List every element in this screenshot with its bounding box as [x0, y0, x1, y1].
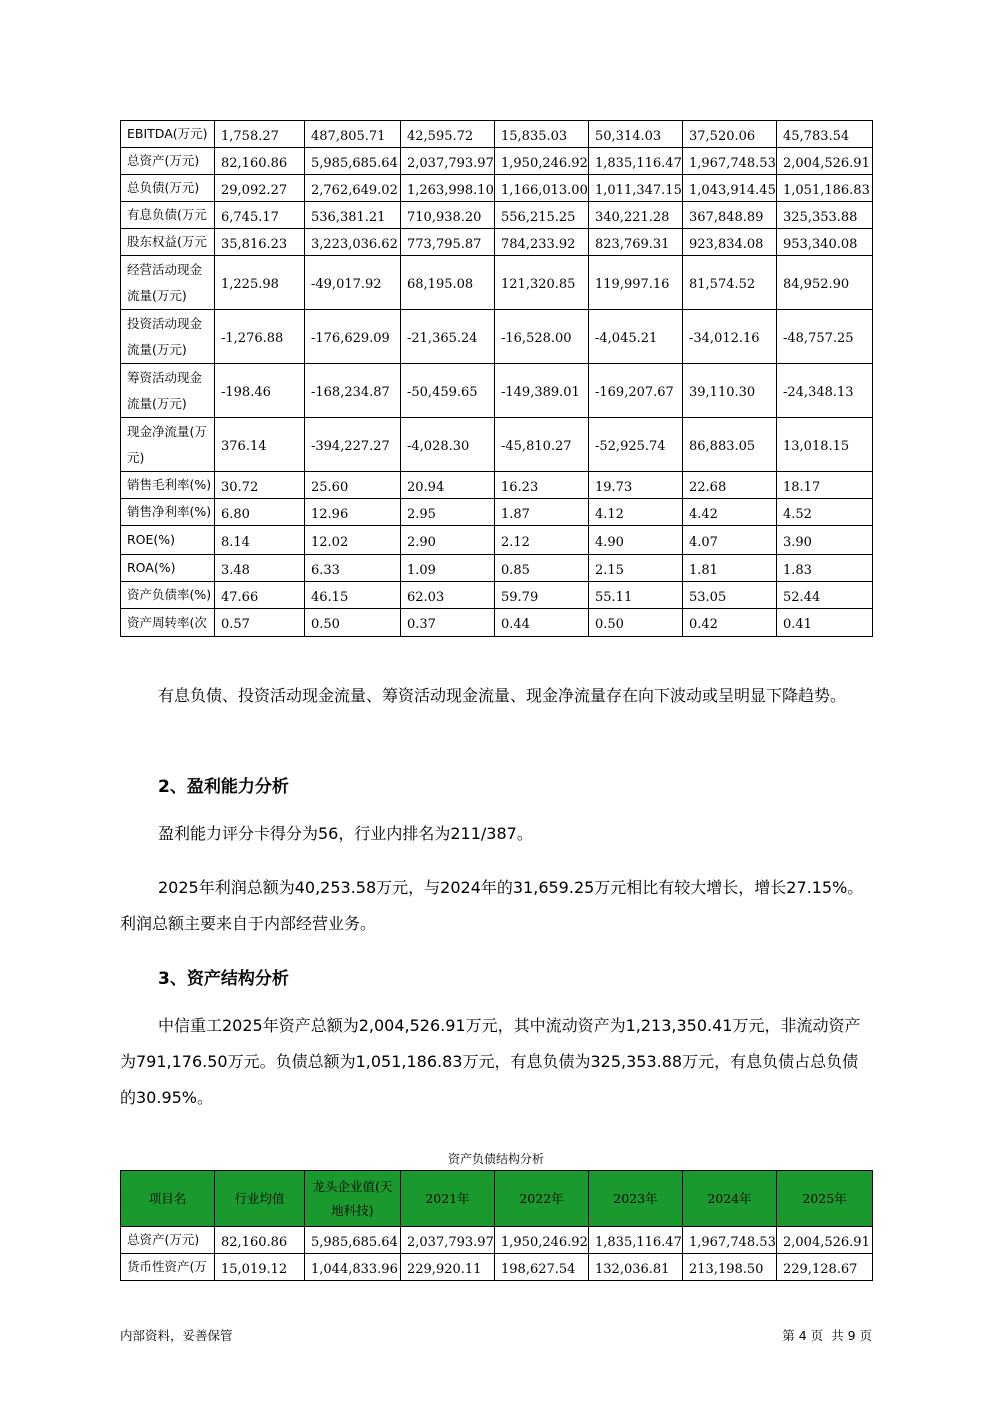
table-cell: 45,783.54 [777, 121, 873, 148]
table-cell: 37,520.06 [683, 121, 777, 148]
table-cell: 0.42 [683, 609, 777, 637]
table-cell: 1.83 [777, 555, 873, 582]
table-cell: 536,381.21 [305, 202, 401, 229]
table-cell: 923,834.08 [683, 229, 777, 256]
table-cell: 18.17 [777, 472, 873, 499]
table-cell: 81,574.52 [683, 256, 777, 310]
table-cell: 132,036.81 [589, 1254, 683, 1281]
table-cell: 86,883.05 [683, 418, 777, 472]
table-row [121, 472, 873, 499]
table-cell: 1,051,186.83 [777, 175, 873, 202]
table-cell: 2.12 [495, 526, 589, 555]
table-cell: -16,528.00 [495, 310, 589, 364]
table-cell: 59.79 [495, 582, 589, 609]
table-row [121, 555, 873, 582]
paragraph-trend-summary [120, 678, 872, 714]
table-cell: 556,215.25 [495, 202, 589, 229]
column-header: 2025年 [777, 1171, 873, 1227]
table-cell: -21,365.24 [401, 310, 495, 364]
table-cell: 13,018.15 [777, 418, 873, 472]
table-cell: 2,037,793.97 [401, 1227, 495, 1254]
table-cell: 1,011,347.15 [589, 175, 683, 202]
paragraph-profit-total [120, 870, 872, 942]
table-cell: 1.81 [683, 555, 777, 582]
table-cell: 52.44 [777, 582, 873, 609]
table-cell: 30.72 [215, 472, 305, 499]
table-cell: 4.12 [589, 499, 683, 526]
table-cell: 1,166,013.00 [495, 175, 589, 202]
table-cell: 6.33 [305, 555, 401, 582]
table-cell: 1,950,246.92 [495, 148, 589, 175]
footer-confidential-note: 内部资料，妥善保管 [120, 1328, 233, 1343]
table-cell: 53.05 [683, 582, 777, 609]
paragraph-text: 2025年利润总额为40,253.58万元，与2024年的31,659.25万元相比有较大增长，增长27.15%。利润总额主要来自于内部经营业务。 [120, 878, 864, 933]
table-cell: 823,769.31 [589, 229, 683, 256]
table-cell: 8.14 [215, 526, 305, 555]
table-cell: 0.85 [495, 555, 589, 582]
table-cell: 1,950,246.92 [495, 1227, 589, 1254]
table-cell: 340,221.28 [589, 202, 683, 229]
paragraph-text: 有息负债、投资活动现金流量、筹资活动现金流量、现金净流量存在向下波动或呈明显下降趋势。 [158, 686, 847, 705]
table-cell: 0.37 [401, 609, 495, 637]
table-cell: 1,044,833.96 [305, 1254, 401, 1281]
table-cell: 84,952.90 [777, 256, 873, 310]
table-cell: 0.44 [495, 609, 589, 637]
table-cell: 1,835,116.47 [589, 148, 683, 175]
asset-liability-structure-table [120, 1170, 873, 1281]
row-label: 现金净流量(万元) [121, 418, 215, 472]
table-cell: 82,160.86 [215, 1227, 305, 1254]
financial-indicators-table [120, 120, 873, 637]
table-cell: -4,028.30 [401, 418, 495, 472]
row-label: ROE(%) [121, 526, 215, 555]
table-cell: 229,128.67 [777, 1254, 873, 1281]
table-caption: 资产负债结构分析 [447, 1152, 544, 1166]
row-label: EBITDA(万元) [121, 121, 215, 148]
table-cell: 46.15 [305, 582, 401, 609]
table-cell: 119,997.16 [589, 256, 683, 310]
table-row [121, 418, 873, 472]
table-row [121, 582, 873, 609]
table-cell: 773,795.87 [401, 229, 495, 256]
table-row [121, 364, 873, 418]
row-label: 投资活动现金流量(万元) [121, 310, 215, 364]
table-cell: 22.68 [683, 472, 777, 499]
table-cell: 19.73 [589, 472, 683, 499]
table-cell: 6.80 [215, 499, 305, 526]
table-row [121, 148, 873, 175]
table-cell: -1,276.88 [215, 310, 305, 364]
table-row [121, 526, 873, 555]
table-cell: 0.57 [215, 609, 305, 637]
table-cell: 12.02 [305, 526, 401, 555]
row-label: 有息负债(万元 [121, 202, 215, 229]
table-cell: 198,627.54 [495, 1254, 589, 1281]
table-cell: 16.23 [495, 472, 589, 499]
table-cell: 4.07 [683, 526, 777, 555]
table-row [121, 202, 873, 229]
column-header: 2023年 [589, 1171, 683, 1227]
table-cell: 1,835,116.47 [589, 1227, 683, 1254]
table-cell: 29,092.27 [215, 175, 305, 202]
table-cell: 1,967,748.53 [683, 148, 777, 175]
paragraph-asset-structure [120, 1008, 872, 1116]
section-heading-profitability: 2、盈利能力分析 [158, 777, 289, 797]
column-header: 项目名 [121, 1171, 215, 1227]
paragraph-profit-score [120, 816, 872, 852]
table-cell: 0.41 [777, 609, 873, 637]
table-cell: 1.09 [401, 555, 495, 582]
table-cell: 367,848.89 [683, 202, 777, 229]
row-label: 销售毛利率(%) [121, 472, 215, 499]
table-row [121, 609, 873, 637]
table-cell: 376.14 [215, 418, 305, 472]
table-header-row [121, 1171, 873, 1227]
table-cell: 55.11 [589, 582, 683, 609]
table-row [121, 1254, 873, 1281]
table-row [121, 175, 873, 202]
table-cell: 2.90 [401, 526, 495, 555]
table-cell: -50,459.65 [401, 364, 495, 418]
table-cell: 15,019.12 [215, 1254, 305, 1281]
table-cell: 62.03 [401, 582, 495, 609]
table-row [121, 256, 873, 310]
table-cell: 2,004,526.91 [777, 148, 873, 175]
row-label: 经营活动现金流量(万元) [121, 256, 215, 310]
table-cell: 25.60 [305, 472, 401, 499]
table-cell: 229,920.11 [401, 1254, 495, 1281]
table-cell: -49,017.92 [305, 256, 401, 310]
row-label: 总资产(万元) [121, 1227, 215, 1254]
table-cell: 1,758.27 [215, 121, 305, 148]
table-cell: 42,595.72 [401, 121, 495, 148]
table-cell: 2,762,649.02 [305, 175, 401, 202]
table-cell: 953,340.08 [777, 229, 873, 256]
table-cell: -48,757.25 [777, 310, 873, 364]
table-cell: -169,207.67 [589, 364, 683, 418]
paragraph-text: 盈利能力评分卡得分为56，行业内排名为211/387。 [158, 824, 533, 843]
table-cell: 710,938.20 [401, 202, 495, 229]
table-cell: 4.42 [683, 499, 777, 526]
table-cell: 0.50 [589, 609, 683, 637]
table-cell: -394,227.27 [305, 418, 401, 472]
paragraph-text: 中信重工2025年资产总额为2,004,526.91万元，其中流动资产为1,213,350.41万元，非流动资产为791,176.50万元。负债总额为1,051,186.83万元，有息负债为325,353.88万元，有息负债占总负债的30.95%。 [120, 1016, 861, 1107]
table-cell: -45,810.27 [495, 418, 589, 472]
table-cell: 3.48 [215, 555, 305, 582]
row-label: ROA(%) [121, 555, 215, 582]
column-header: 2022年 [495, 1171, 589, 1227]
table-cell: 35,816.23 [215, 229, 305, 256]
footer-page-number: 第 4 页 共 9 页 [782, 1328, 872, 1343]
table-cell: 15,835.03 [495, 121, 589, 148]
table-cell: 1,263,998.10 [401, 175, 495, 202]
table-cell: 20.94 [401, 472, 495, 499]
table-cell: 6,745.17 [215, 202, 305, 229]
table-cell: 3.90 [777, 526, 873, 555]
table-cell: 4.52 [777, 499, 873, 526]
table-cell: 487,805.71 [305, 121, 401, 148]
table-cell: -176,629.09 [305, 310, 401, 364]
table-cell: 2.15 [589, 555, 683, 582]
table-cell: 121,320.85 [495, 256, 589, 310]
table-row [121, 499, 873, 526]
row-label: 货币性资产(万 [121, 1254, 215, 1281]
section-heading-asset-structure: 3、资产结构分析 [158, 969, 289, 989]
table-cell: 47.66 [215, 582, 305, 609]
table-cell: 1,225.98 [215, 256, 305, 310]
table-row [121, 121, 873, 148]
table-cell: -168,234.87 [305, 364, 401, 418]
column-header: 行业均值 [215, 1171, 305, 1227]
table-cell: 68,195.08 [401, 256, 495, 310]
row-label: 资产周转率(次 [121, 609, 215, 637]
table-cell: 1,043,914.45 [683, 175, 777, 202]
column-header: 2024年 [683, 1171, 777, 1227]
table-cell: 3,223,036.62 [305, 229, 401, 256]
table-cell: -149,389.01 [495, 364, 589, 418]
table-cell: -52,925.74 [589, 418, 683, 472]
table-cell: 5,985,685.64 [305, 148, 401, 175]
table-cell: -198.46 [215, 364, 305, 418]
table-row [121, 310, 873, 364]
row-label: 销售净利率(%) [121, 499, 215, 526]
table-row [121, 1227, 873, 1254]
row-label: 筹资活动现金流量(万元) [121, 364, 215, 418]
row-label: 总资产(万元) [121, 148, 215, 175]
row-label: 股东权益(万元 [121, 229, 215, 256]
table-cell: 2,037,793.97 [401, 148, 495, 175]
table-cell: 0.50 [305, 609, 401, 637]
table-cell: 1,967,748.53 [683, 1227, 777, 1254]
table-cell: 12.96 [305, 499, 401, 526]
table-cell: 213,198.50 [683, 1254, 777, 1281]
table-row [121, 229, 873, 256]
table-cell: 2,004,526.91 [777, 1227, 873, 1254]
row-label: 总负债(万元) [121, 175, 215, 202]
table-cell: 325,353.88 [777, 202, 873, 229]
table-cell: 1.87 [495, 499, 589, 526]
row-label: 资产负债率(%) [121, 582, 215, 609]
table-cell: 5,985,685.64 [305, 1227, 401, 1254]
table-cell: -34,012.16 [683, 310, 777, 364]
table-cell: 39,110.30 [683, 364, 777, 418]
table-cell: 2.95 [401, 499, 495, 526]
table-cell: 82,160.86 [215, 148, 305, 175]
column-header: 2021年 [401, 1171, 495, 1227]
table-cell: -24,348.13 [777, 364, 873, 418]
table-cell: 50,314.03 [589, 121, 683, 148]
table-cell: 784,233.92 [495, 229, 589, 256]
column-header: 龙头企业值(天地科技) [305, 1171, 401, 1227]
table-cell: -4,045.21 [589, 310, 683, 364]
table-cell: 4.90 [589, 526, 683, 555]
